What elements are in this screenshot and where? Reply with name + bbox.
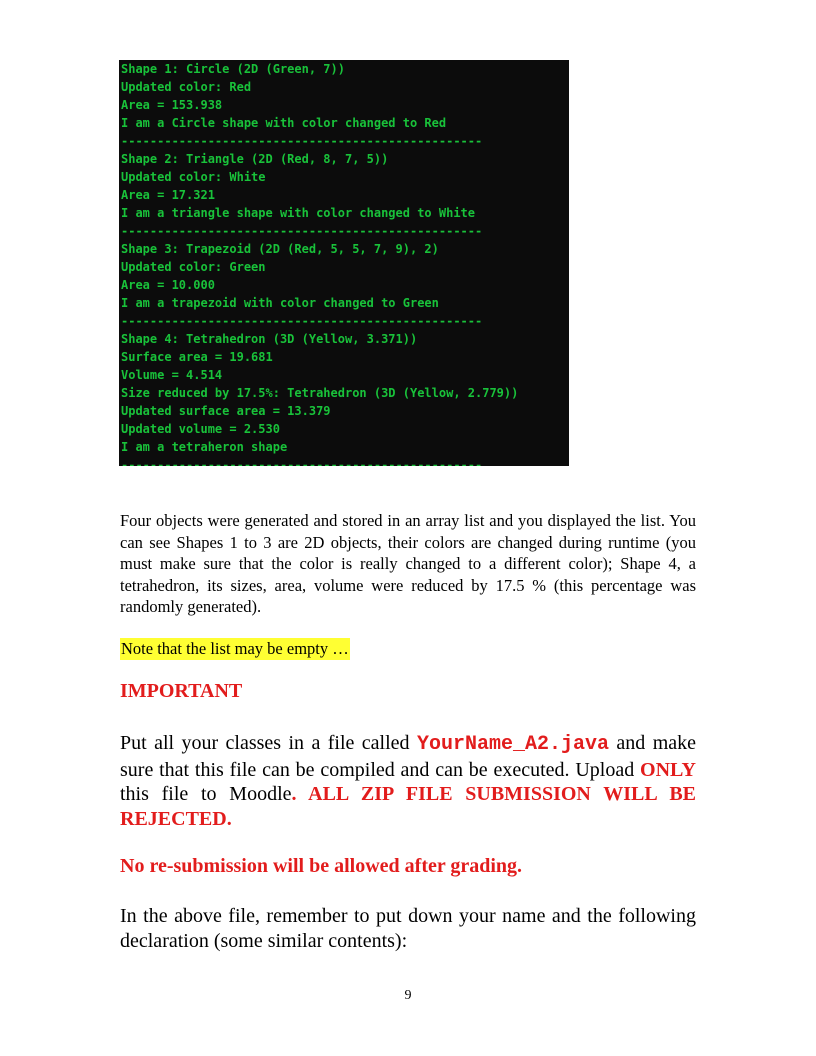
console-line: Volume = 4.514 [121, 368, 223, 382]
zip-warning: . ALL ZIP FILE SUBMISSION WILL BE REJECTED. [120, 783, 696, 830]
filename-code: YourName_A2.java [416, 733, 609, 756]
console-line: I am a tetraheron shape [121, 440, 288, 454]
console-separator: -------------------------------------------------- [121, 224, 483, 238]
console-line: Surface area = 19.681 [121, 350, 273, 364]
console-line: Size reduced by 17.5%: Tetrahedron (3D (Yellow, 2.779)) [121, 386, 519, 400]
console-separator: -------------------------------------------------- [121, 134, 483, 148]
upload-text: and make sure that this file can be compiled and can be executed. Upload [120, 732, 697, 781]
highlighted-note: Note that the list may be empty … [121, 639, 349, 658]
console-line: Shape 1: Circle (2D (Green, 7)) [121, 62, 345, 76]
upload-text: Put all your classes in a file called [120, 732, 417, 754]
console-line: Area = 10.000 [121, 278, 215, 292]
only-emphasis: ONLY [640, 758, 696, 781]
console-line: Updated surface area = 13.379 [121, 404, 331, 418]
console-line: Shape 3: Trapezoid (2D (Red, 5, 5, 7, 9), 2) [121, 242, 439, 256]
upload-instructions [120, 731, 696, 831]
declaration-paragraph: In the above file, remember to put down your name and the following declaration (some similar contents): [120, 905, 696, 952]
page-number: 9 [404, 988, 412, 1003]
description-paragraph: Four objects were generated and stored in an array list and you displayed the list. You can see Shapes 1 to 3 are 2D objects, their colors are changed during runtime (you must make sure that the color is really changed to a different color); Shape 4, a tetrahedron, its sizes, area, volume were reduced by 17.5 % (this percentage was randomly generated). [120, 511, 696, 616]
important-heading: IMPORTANT [120, 680, 243, 702]
console-line: Updated color: Red [121, 80, 252, 94]
console-line: Updated color: Green [121, 260, 266, 274]
console-line: I am a Circle shape with color changed to Red [121, 116, 447, 130]
console-separator: -------------------------------------------------- [121, 314, 483, 328]
console-line: Shape 2: Triangle (2D (Red, 8, 7, 5)) [121, 152, 389, 166]
console-output-screenshot [119, 60, 569, 466]
console-line: I am a trapezoid with color changed to Green [121, 296, 439, 310]
console-line: Updated color: White [121, 170, 266, 184]
console-line: I am a triangle shape with color changed to White [121, 206, 476, 220]
console-separator: -------------------------------------------------- [121, 458, 483, 466]
no-resubmission-notice: No re-submission will be allowed after grading. [120, 855, 523, 877]
console-line: Shape 4: Tetrahedron (3D (Yellow, 3.371)) [121, 332, 418, 346]
console-line: Updated volume = 2.530 [121, 422, 280, 436]
upload-text: this file to Moodle [120, 783, 292, 805]
console-line: Area = 153.938 [121, 98, 223, 112]
console-line: Area = 17.321 [121, 188, 215, 202]
